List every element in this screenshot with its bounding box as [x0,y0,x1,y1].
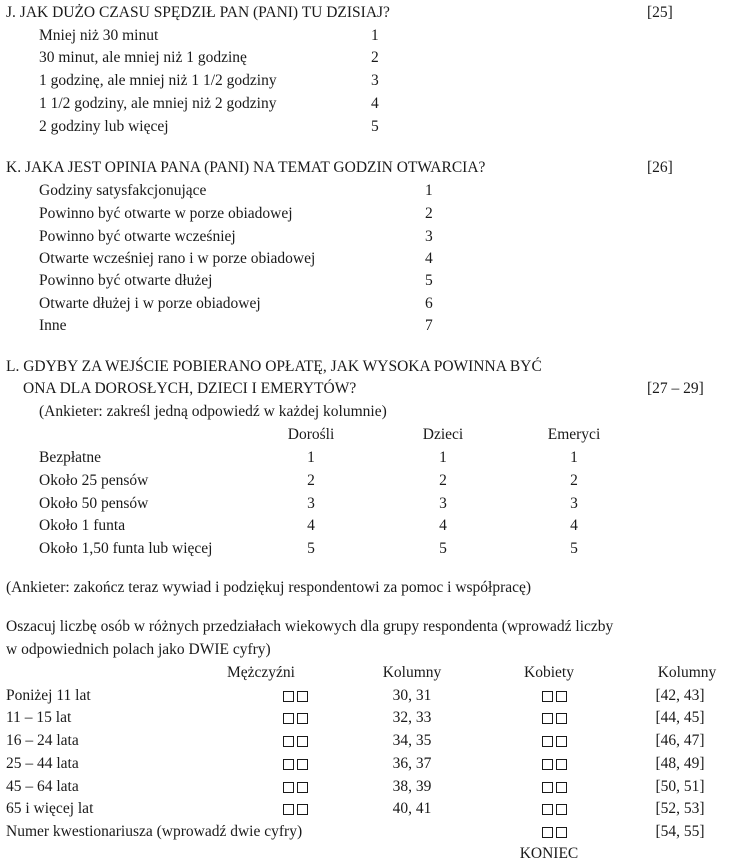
q-l-row-4-adults[interactable]: 4 [307,517,315,534]
question-k-title: K. JAKA JEST OPINIA PANA (PANI) NA TEMAT GODZIN OTWARCIA? [6,159,486,176]
question-l-title-line2: ONA DLA DOROSŁYCH, DZIECI I EMERYTÓW? [23,380,357,397]
q-l-row-4-pensioners[interactable]: 4 [570,517,578,534]
q-k-option-7-label: Inne [39,317,67,334]
age-row-4-label: 25 – 44 lata [6,755,79,772]
q-j-option-5-code[interactable]: 5 [371,118,379,135]
question-l-instruction: (Ankieter: zakreśl jedną odpowiedź w każdej kolumnie) [39,403,387,420]
age-row-3-label: 16 – 24 lata [6,732,79,749]
q-l-row-2-label: Około 25 pensów [39,472,149,489]
estimate-header-men-columns: Kolumny [382,664,442,681]
q-j-option-1-code[interactable]: 1 [371,27,379,44]
estimate-instruction-line2: w odpowiednich polach jako DWIE cyfry) [6,641,271,658]
q-l-row-4-label: Około 1 funta [39,517,126,534]
age-row-2-women-input[interactable] [542,711,570,727]
age-row-5-men-input[interactable] [283,780,311,796]
q-k-option-6-label: Otwarte dłużej i w porze obiadowej [39,295,261,312]
q-l-row-1-label: Bezpłatne [39,449,101,466]
q-k-option-3-code[interactable]: 3 [425,228,433,245]
q-j-option-4-label: 1 1/2 godziny, ale mniej niż 2 godziny [39,95,277,112]
age-row-1-women-columns: [42, 43] [655,687,705,704]
age-row-4-women-input[interactable] [542,757,570,773]
age-row-4-women-columns: [48, 49] [655,755,705,772]
age-row-6-men-columns: 40, 41 [392,800,432,817]
q-l-row-1-adults[interactable]: 1 [307,449,315,466]
question-j-column: [25] [647,4,673,21]
question-j-title: J. JAK DUŻO CZASU SPĘDZIŁ PAN (PANI) TU DZISIAJ? [6,4,390,21]
age-row-1-men-columns: 30, 31 [392,687,432,704]
q-j-option-5-label: 2 godziny lub więcej [39,118,169,135]
age-row-6-men-input[interactable] [283,802,311,818]
q-j-option-2-code[interactable]: 2 [371,49,379,66]
questionnaire-number-input[interactable] [542,825,570,841]
q-k-option-4-label: Otwarte wcześniej rano i w porze obiadowej [39,250,316,267]
q-j-option-1-label: Mniej niż 30 minut [39,27,159,44]
age-row-1-label: Poniżej 11 lat [6,687,91,704]
q-l-row-1-pensioners[interactable]: 1 [570,449,578,466]
q-k-option-2-code[interactable]: 2 [425,205,433,222]
age-row-5-women-input[interactable] [542,780,570,796]
q-l-row-5-adults[interactable]: 5 [307,540,315,557]
age-row-1-women-input[interactable] [542,689,570,705]
age-row-5-label: 45 – 64 lata [6,778,79,795]
questionnaire-number-label: Numer kwestionariusza (wprowadź dwie cyfry) [6,823,303,840]
age-row-6-women-columns: [52, 53] [655,800,705,817]
q-j-option-3-label: 1 godzinę, ale mniej niż 1 1/2 godziny [39,72,277,89]
questionnaire-number-columns: [54, 55] [655,823,705,840]
age-row-3-women-input[interactable] [542,734,570,750]
age-row-2-men-columns: 32, 33 [392,709,432,726]
q-k-option-7-code[interactable]: 7 [425,317,433,334]
q-l-row-1-children[interactable]: 1 [439,449,447,466]
age-row-2-men-input[interactable] [283,711,311,727]
q-k-option-1-label: Godziny satysfakcjonujące [39,182,207,199]
q-l-row-5-label: Około 1,50 funta lub więcej [39,540,213,557]
q-l-row-3-children[interactable]: 3 [439,495,447,512]
age-row-1-men-input[interactable] [283,689,311,705]
age-row-5-men-columns: 38, 39 [392,778,432,795]
closing-note: (Ankieter: zakończ teraz wywiad i podziękuj respondentowi za pomoc i współpracę) [6,579,532,596]
estimate-header-women-columns: Kolumny [657,664,717,681]
age-row-4-men-columns: 36, 37 [392,755,432,772]
q-k-option-6-code[interactable]: 6 [425,295,433,312]
question-l-title-line1: L. GDYBY ZA WEJŚCIE POBIERANO OPŁATĘ, JAK WYSOKA POWINNA BYĆ [6,358,542,375]
q-l-header-pensioners: Emeryci [547,426,601,443]
age-row-5-women-columns: [50, 51] [655,778,705,795]
q-l-header-children: Dzieci [422,426,464,443]
estimate-header-men: Mężczyźni [227,664,295,681]
estimate-instruction-line1: Oszacuj liczbę osób w różnych przedziałach wiekowych dla grupy respondenta (wprowadź liczby [6,618,614,635]
q-l-row-3-pensioners[interactable]: 3 [570,495,578,512]
age-row-3-men-input[interactable] [283,734,311,750]
q-l-header-adults: Dorośli [287,426,335,443]
q-l-row-3-adults[interactable]: 3 [307,495,315,512]
age-row-4-men-input[interactable] [283,757,311,773]
q-l-row-3-label: Około 50 pensów [39,495,149,512]
q-l-row-5-children[interactable]: 5 [439,540,447,557]
q-k-option-3-label: Powinno być otwarte wcześniej [39,228,236,245]
q-l-row-4-children[interactable]: 4 [439,517,447,534]
q-j-option-2-label: 30 minut, ale mniej niż 1 godzinę [39,49,247,66]
age-row-2-women-columns: [44, 45] [655,709,705,726]
age-row-2-label: 11 – 15 lat [6,709,72,726]
q-k-option-5-label: Powinno być otwarte dłużej [39,272,213,289]
age-row-3-men-columns: 34, 35 [392,732,432,749]
q-j-option-3-code[interactable]: 3 [371,72,379,89]
age-row-6-women-input[interactable] [542,802,570,818]
q-l-row-2-adults[interactable]: 2 [307,472,315,489]
q-l-row-2-children[interactable]: 2 [439,472,447,489]
q-l-row-5-pensioners[interactable]: 5 [570,540,578,557]
q-k-option-1-code[interactable]: 1 [425,182,433,199]
age-row-3-women-columns: [46, 47] [655,732,705,749]
end-marker: KONIEC [519,845,579,862]
q-k-option-5-code[interactable]: 5 [425,272,433,289]
q-k-option-2-label: Powinno być otwarte w porze obiadowej [39,205,293,222]
age-row-6-label: 65 i więcej lat [6,800,94,817]
q-k-option-4-code[interactable]: 4 [425,250,433,267]
question-k-column: [26] [647,159,673,176]
question-l-column: [27 – 29] [647,380,704,397]
q-l-row-2-pensioners[interactable]: 2 [570,472,578,489]
estimate-header-women: Kobiety [524,664,574,681]
q-j-option-4-code[interactable]: 4 [371,95,379,112]
